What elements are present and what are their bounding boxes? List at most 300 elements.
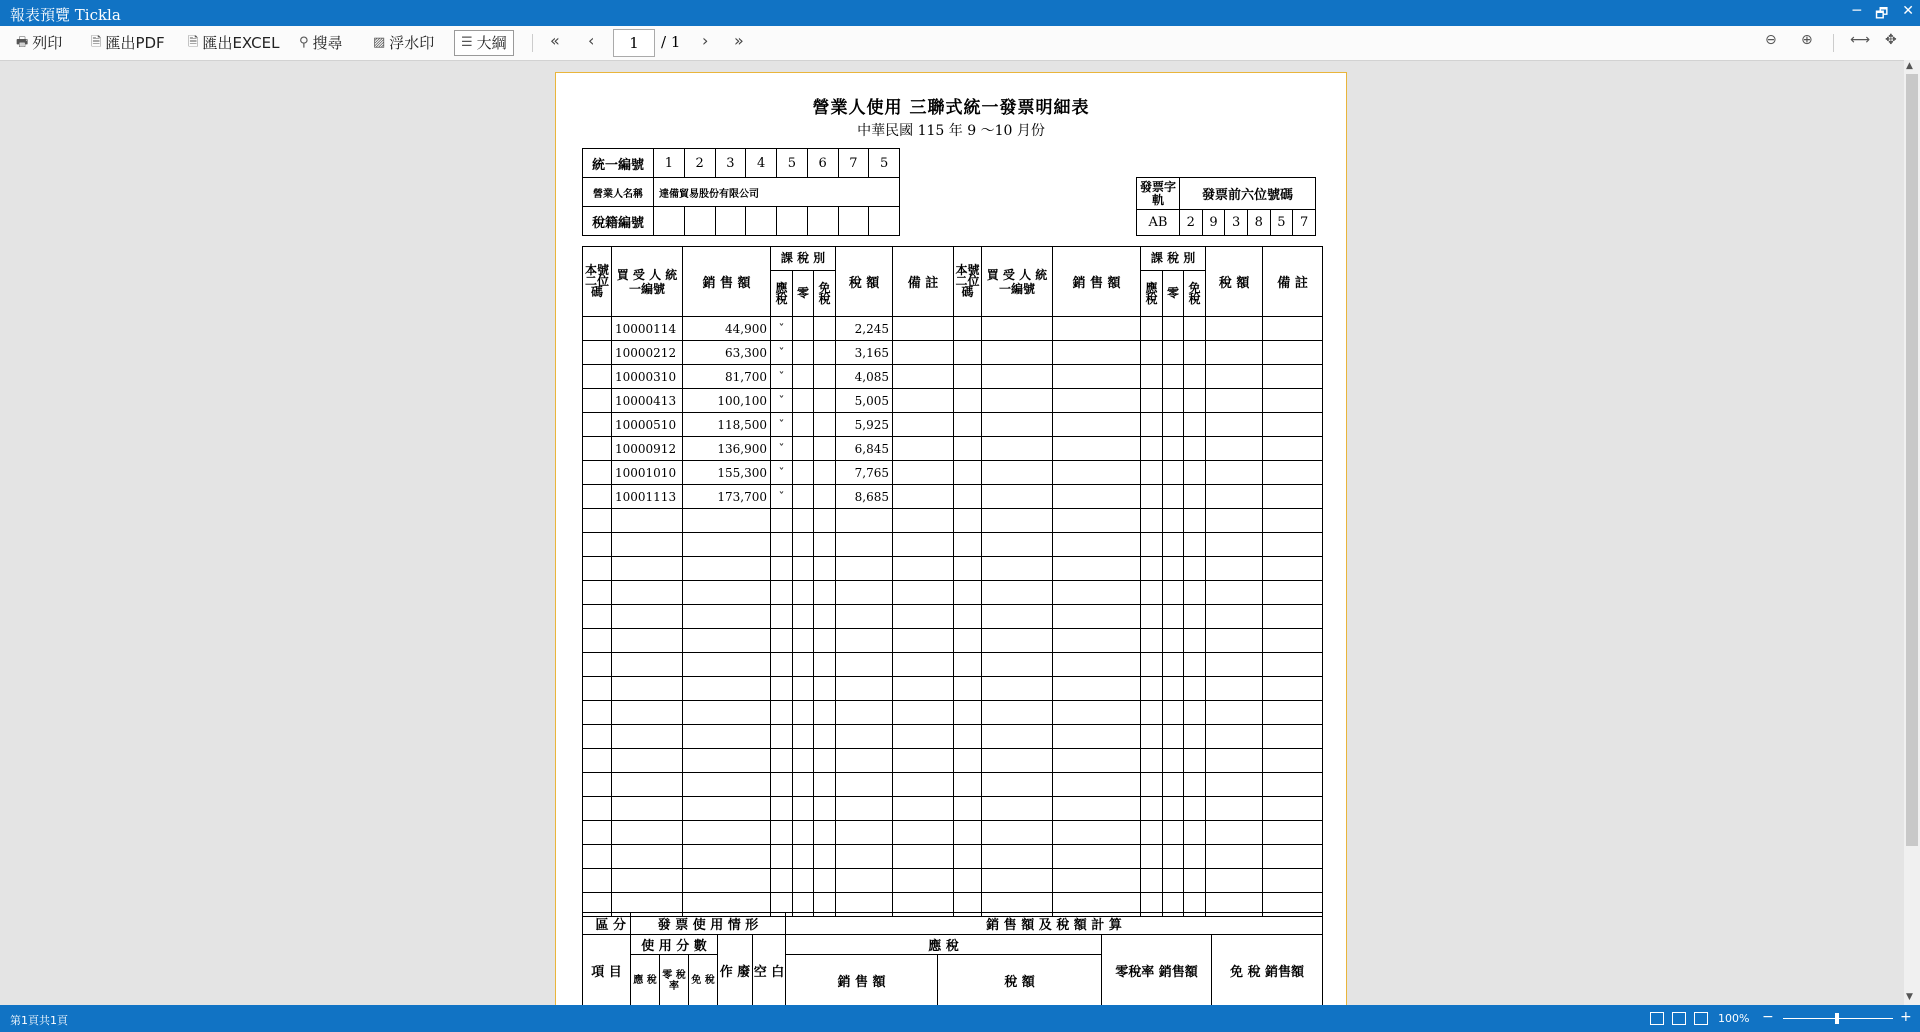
table-cell (793, 509, 814, 533)
restore-button[interactable]: 🗗 (1875, 6, 1889, 22)
id-digit: 7 (838, 149, 869, 178)
first6-digit: 9 (1202, 210, 1225, 236)
buyer-id-cell: 10000310 (612, 365, 683, 389)
table-cell (1206, 557, 1263, 581)
table-cell (893, 509, 954, 533)
tax-reg-cell (746, 207, 777, 236)
table-cell (836, 701, 893, 725)
table-cell (793, 773, 814, 797)
table-cell (1184, 797, 1206, 821)
scroll-thumb[interactable] (1906, 74, 1918, 846)
table-cell (771, 773, 793, 797)
id-digit: 2 (684, 149, 715, 178)
table-cell (793, 485, 814, 509)
table-cell (814, 413, 836, 437)
table-cell (1263, 869, 1323, 893)
table-cell (771, 725, 793, 749)
window-title: 報表預覽 Tickla (10, 6, 121, 24)
table-cell (771, 869, 793, 893)
watermark-button[interactable] (373, 31, 434, 55)
table-cell (1184, 341, 1206, 365)
table-cell (1141, 797, 1163, 821)
table-cell (1053, 533, 1141, 557)
table-cell (683, 749, 771, 773)
table-cell (1184, 677, 1206, 701)
export-pdf-button[interactable] (91, 31, 165, 55)
table-cell (683, 581, 771, 605)
table-cell (1053, 413, 1141, 437)
table-cell (836, 797, 893, 821)
table-cell (814, 557, 836, 581)
table-cell (954, 797, 982, 821)
outline-button[interactable] (454, 30, 514, 56)
summary-table (582, 912, 1323, 1006)
table-cell (1141, 605, 1163, 629)
table-cell (1206, 437, 1263, 461)
table-cell (793, 845, 814, 869)
table-cell (1163, 413, 1184, 437)
col-last2: 本號二位碼 (954, 247, 982, 317)
pdf-file-icon: 🗎 (91, 35, 102, 50)
table-cell (1184, 869, 1206, 893)
table-cell (583, 701, 612, 725)
table-cell (583, 413, 612, 437)
id-digit: 3 (715, 149, 746, 178)
search-button[interactable] (299, 31, 343, 55)
table-cell (1184, 845, 1206, 869)
table-cell (954, 317, 982, 341)
table-row (583, 389, 1323, 413)
table-row (583, 533, 1323, 557)
table-cell (1163, 725, 1184, 749)
table-cell (893, 485, 954, 509)
table-cell (1206, 509, 1263, 533)
first-page-icon[interactable]: « (550, 31, 560, 50)
table-cell (1163, 533, 1184, 557)
summary-s-zero: 零 稅 率 (660, 955, 689, 1007)
table-row (583, 437, 1323, 461)
tax-cell: 3,165 (836, 341, 893, 365)
scroll-down-icon[interactable]: ▼ (1906, 992, 1913, 1002)
table-cell (1263, 629, 1323, 653)
table-cell (1206, 317, 1263, 341)
table-cell (982, 725, 1053, 749)
table-cell (1163, 485, 1184, 509)
table-cell (1163, 581, 1184, 605)
table-cell (583, 533, 612, 557)
id-digit: 6 (807, 149, 838, 178)
table-cell (954, 605, 982, 629)
table-cell (1053, 797, 1141, 821)
table-cell (771, 653, 793, 677)
table-cell (683, 845, 771, 869)
page-number-input[interactable]: 1 (613, 29, 655, 57)
table-cell (1206, 797, 1263, 821)
table-cell (1184, 485, 1206, 509)
table-cell (1206, 461, 1263, 485)
table-cell (1141, 701, 1163, 725)
invoice-detail-table (582, 246, 1323, 917)
col-last2: 本號二位碼 (583, 247, 612, 317)
id-digit: 1 (654, 149, 685, 178)
summary-zero-sales: 零稅率 銷售額 (1102, 935, 1212, 1007)
table-cell (612, 821, 683, 845)
table-cell (793, 677, 814, 701)
table-cell (954, 725, 982, 749)
table-cell (583, 653, 612, 677)
printer-icon: 🖶 (16, 35, 29, 50)
table-cell (893, 413, 954, 437)
table-cell (893, 869, 954, 893)
table-cell (982, 605, 1053, 629)
table-cell (982, 461, 1053, 485)
table-cell (954, 413, 982, 437)
table-cell (1141, 845, 1163, 869)
id-digit: 4 (746, 149, 777, 178)
table-cell (836, 677, 893, 701)
buyer-id-cell: 10000114 (612, 317, 683, 341)
table-cell (612, 773, 683, 797)
table-cell (1141, 821, 1163, 845)
page-info: 第1頁共1頁 (10, 1014, 68, 1027)
table-cell (1184, 557, 1206, 581)
table-cell (982, 389, 1053, 413)
table-cell (836, 821, 893, 845)
table-cell (683, 773, 771, 797)
close-button[interactable]: ✕ (1902, 3, 1914, 19)
table-cell (1141, 389, 1163, 413)
single-page-view-icon[interactable] (1650, 1012, 1664, 1025)
table-cell (683, 725, 771, 749)
table-cell (836, 749, 893, 773)
table-cell (1053, 629, 1141, 653)
table-row (583, 701, 1323, 725)
table-cell (814, 437, 836, 461)
table-cell (954, 341, 982, 365)
table-cell (583, 629, 612, 653)
minimize-button[interactable]: ─ (1852, 3, 1862, 19)
zoom-out-icon[interactable]: ⊖ (1765, 32, 1777, 48)
table-cell (954, 773, 982, 797)
table-cell (814, 341, 836, 365)
zoom-minus-icon[interactable]: − (1762, 1009, 1774, 1025)
table-cell (683, 869, 771, 893)
track-value: AB (1137, 210, 1180, 236)
table-cell (1163, 341, 1184, 365)
table-cell (814, 509, 836, 533)
table-cell (1184, 749, 1206, 773)
table-cell (793, 317, 814, 341)
fit-page-icon[interactable]: ✥ (1885, 32, 1897, 48)
table-cell (1053, 845, 1141, 869)
table-cell (893, 701, 954, 725)
table-cell (793, 725, 814, 749)
table-cell (1053, 317, 1141, 341)
multi-page-view-icon[interactable] (1694, 1012, 1708, 1025)
toolbar (0, 26, 1920, 61)
table-cell (1263, 605, 1323, 629)
table-cell (982, 677, 1053, 701)
prev-page-icon[interactable]: ‹ (588, 31, 595, 50)
table-cell (836, 845, 893, 869)
summary-calc-label: 銷 售 額 及 稅 額 計 算 (786, 913, 1323, 935)
summary-item-label: 項 目 (583, 935, 631, 1007)
table-cell (771, 821, 793, 845)
table-cell (982, 773, 1053, 797)
table-cell (982, 701, 1053, 725)
table-cell (583, 581, 612, 605)
continuous-view-icon[interactable] (1672, 1012, 1686, 1025)
excel-file-icon: 🗎 (188, 35, 199, 50)
taxable-check-cell: ˇ (771, 485, 793, 509)
summary-s-exempt: 免 稅 (689, 955, 718, 1007)
table-cell (793, 437, 814, 461)
summary-usage-count: 使 用 分 數 (631, 935, 718, 955)
zoom-in-icon[interactable]: ⊕ (1801, 32, 1813, 48)
table-cell (893, 581, 954, 605)
table-cell (1184, 437, 1206, 461)
table-cell (1141, 341, 1163, 365)
summary-blank: 空 白 (753, 935, 786, 1007)
tax-reg-cell (684, 207, 715, 236)
table-cell (793, 653, 814, 677)
first6-digit: 7 (1293, 210, 1316, 236)
table-cell (771, 605, 793, 629)
table-row (583, 509, 1323, 533)
table-cell (683, 509, 771, 533)
table-cell (1206, 677, 1263, 701)
company-name: 達備貿易股份有限公司 (654, 178, 900, 207)
table-cell (1141, 485, 1163, 509)
table-cell (893, 533, 954, 557)
col-tax: 稅 額 (1206, 247, 1263, 317)
table-cell (1163, 869, 1184, 893)
table-cell (1053, 725, 1141, 749)
export-excel-button[interactable] (188, 31, 279, 55)
table-cell (1141, 653, 1163, 677)
table-cell (893, 797, 954, 821)
table-cell (982, 437, 1053, 461)
table-cell (583, 389, 612, 413)
tax-reg-cell (869, 207, 900, 236)
table-cell (1184, 725, 1206, 749)
col-taxable: 應稅 (1141, 271, 1163, 317)
table-cell (1263, 845, 1323, 869)
table-cell (1053, 581, 1141, 605)
table-cell (893, 773, 954, 797)
table-cell (893, 605, 954, 629)
title-bar (0, 0, 1920, 26)
table-cell (583, 317, 612, 341)
fit-width-icon[interactable]: ⟷ (1850, 32, 1871, 48)
col-tax: 稅 額 (836, 247, 893, 317)
table-cell (793, 869, 814, 893)
vertical-scrollbar[interactable] (1904, 60, 1920, 1005)
table-cell (893, 317, 954, 341)
table-cell (893, 365, 954, 389)
table-cell (1141, 869, 1163, 893)
table-cell (814, 389, 836, 413)
last-page-icon[interactable]: » (734, 31, 744, 50)
table-cell (814, 533, 836, 557)
table-cell (1053, 365, 1141, 389)
table-cell (1206, 581, 1263, 605)
col-note: 備 註 (1263, 247, 1323, 317)
table-cell (982, 485, 1053, 509)
table-cell (982, 797, 1053, 821)
table-cell (1053, 677, 1141, 701)
zoom-slider-knob[interactable] (1835, 1013, 1839, 1024)
table-cell (893, 461, 954, 485)
table-cell (583, 725, 612, 749)
table-cell (1141, 413, 1163, 437)
table-cell (836, 557, 893, 581)
table-cell (814, 605, 836, 629)
table-row (583, 653, 1323, 677)
table-row (583, 677, 1323, 701)
table-cell (1141, 437, 1163, 461)
id-digit: 5 (869, 149, 900, 178)
table-cell (612, 509, 683, 533)
table-cell (1163, 365, 1184, 389)
table-cell (814, 581, 836, 605)
table-row (583, 581, 1323, 605)
taxable-check-cell: ˇ (771, 317, 793, 341)
table-cell (1206, 749, 1263, 773)
table-cell (793, 461, 814, 485)
table-cell (814, 677, 836, 701)
tax-reg-cell (838, 207, 869, 236)
table-cell (954, 389, 982, 413)
table-row (583, 413, 1323, 437)
print-button[interactable] (16, 31, 62, 55)
image-icon: ▨ (373, 35, 386, 50)
zoom-plus-icon[interactable]: + (1900, 1009, 1912, 1025)
table-cell (583, 773, 612, 797)
table-cell (982, 317, 1053, 341)
table-cell (982, 341, 1053, 365)
table-cell (683, 797, 771, 821)
table-cell (836, 629, 893, 653)
table-cell (1206, 869, 1263, 893)
table-cell (982, 365, 1053, 389)
table-cell (771, 749, 793, 773)
table-cell (1163, 437, 1184, 461)
table-cell (814, 317, 836, 341)
table-row (583, 869, 1323, 893)
table-cell (1141, 629, 1163, 653)
table-cell (1206, 725, 1263, 749)
tax-cell: 8,685 (836, 485, 893, 509)
search-label: 搜尋 (312, 34, 343, 52)
table-cell (1263, 533, 1323, 557)
table-cell (1263, 797, 1323, 821)
taxpayer-info-table (582, 148, 900, 236)
table-cell (583, 845, 612, 869)
table-cell (893, 341, 954, 365)
tax-cell: 5,005 (836, 389, 893, 413)
table-cell (793, 557, 814, 581)
table-cell (1263, 389, 1323, 413)
table-cell (1141, 749, 1163, 773)
table-cell (893, 557, 954, 581)
table-cell (1184, 773, 1206, 797)
table-cell (612, 797, 683, 821)
table-cell (1206, 773, 1263, 797)
table-cell (1163, 677, 1184, 701)
table-cell (954, 629, 982, 653)
table-cell (1184, 581, 1206, 605)
table-cell (612, 581, 683, 605)
taxable-check-cell: ˇ (771, 461, 793, 485)
print-label: 列印 (32, 34, 63, 52)
table-cell (793, 341, 814, 365)
export-pdf-label: 匯出PDF (105, 34, 165, 52)
table-cell (793, 821, 814, 845)
table-cell (814, 821, 836, 845)
table-cell (893, 389, 954, 413)
table-cell (1263, 509, 1323, 533)
table-cell (1053, 509, 1141, 533)
table-cell (1053, 773, 1141, 797)
next-page-icon[interactable]: › (702, 31, 709, 50)
table-cell (612, 869, 683, 893)
table-cell (836, 605, 893, 629)
table-cell (771, 533, 793, 557)
table-cell (1053, 389, 1141, 413)
col-taxable: 應稅 (771, 271, 793, 317)
col-buyer-id: 買 受 人 統一編號 (612, 247, 683, 317)
table-cell (1163, 773, 1184, 797)
table-cell (1141, 533, 1163, 557)
table-cell (1053, 605, 1141, 629)
table-row (583, 341, 1323, 365)
first6-digit: 2 (1180, 210, 1203, 236)
table-cell (954, 461, 982, 485)
table-cell (683, 629, 771, 653)
table-cell (612, 725, 683, 749)
table-cell (793, 797, 814, 821)
taxable-check-cell: ˇ (771, 437, 793, 461)
table-cell (1206, 605, 1263, 629)
scroll-up-icon[interactable]: ▲ (1906, 61, 1913, 71)
company-name-label: 營業人名稱 (583, 178, 654, 207)
table-cell (771, 509, 793, 533)
table-cell (954, 581, 982, 605)
table-cell (583, 461, 612, 485)
status-bar (0, 1005, 1920, 1032)
table-cell (1163, 797, 1184, 821)
table-cell (954, 437, 982, 461)
table-cell (893, 845, 954, 869)
table-row (583, 461, 1323, 485)
table-cell (836, 509, 893, 533)
tax-cell: 2,245 (836, 317, 893, 341)
table-cell (1263, 749, 1323, 773)
table-cell (1206, 821, 1263, 845)
table-row (583, 557, 1323, 581)
table-cell (1163, 389, 1184, 413)
first6-label: 發票前六位號碼 (1180, 178, 1316, 210)
table-cell (771, 677, 793, 701)
table-row (583, 365, 1323, 389)
table-cell (982, 533, 1053, 557)
taxable-check-cell: ˇ (771, 341, 793, 365)
table-cell (583, 557, 612, 581)
table-cell (683, 557, 771, 581)
sales-cell: 118,500 (683, 413, 771, 437)
tax-reg-label: 稅籍編號 (583, 207, 654, 236)
